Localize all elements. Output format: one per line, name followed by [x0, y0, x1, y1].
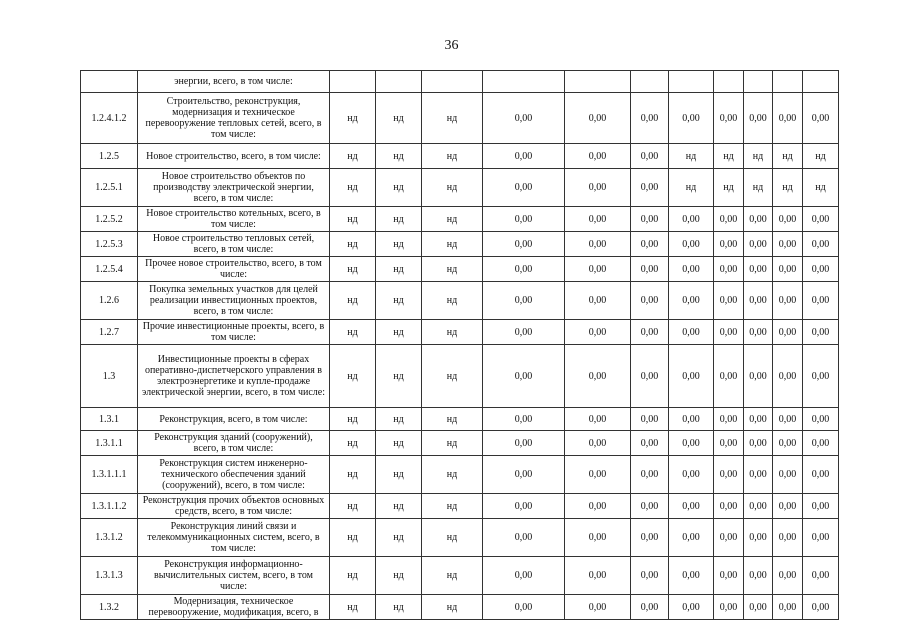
- row-code-cell: 1.2.7: [81, 320, 138, 345]
- value-cell: 0,00: [744, 232, 773, 257]
- row-code-cell: 1.2.5.2: [81, 207, 138, 232]
- value-cell: 0,00: [483, 456, 565, 494]
- value-cell: 0,00: [631, 456, 669, 494]
- value-cell: 0,00: [714, 557, 744, 595]
- value-cell: 0,00: [483, 431, 565, 456]
- value-cell: 0,00: [631, 232, 669, 257]
- value-cell: 0,00: [773, 232, 803, 257]
- value-cell: 0,00: [669, 207, 714, 232]
- value-cell: 0,00: [631, 557, 669, 595]
- value-cell: 0,00: [803, 232, 839, 257]
- value-cell: [330, 71, 376, 93]
- value-cell: 0,00: [565, 408, 631, 431]
- value-cell: 0,00: [714, 431, 744, 456]
- value-cell: 0,00: [483, 282, 565, 320]
- value-cell: нд: [803, 169, 839, 207]
- table-row: [81, 282, 839, 320]
- value-cell: 0,00: [773, 320, 803, 345]
- value-cell: 0,00: [565, 169, 631, 207]
- value-cell: нд: [330, 257, 376, 282]
- value-cell: 0,00: [631, 408, 669, 431]
- value-cell: 0,00: [744, 431, 773, 456]
- value-cell: 0,00: [565, 320, 631, 345]
- value-cell: 0,00: [803, 494, 839, 519]
- value-cell: нд: [376, 320, 422, 345]
- table-row: [81, 519, 839, 557]
- row-code-cell: 1.2.5: [81, 144, 138, 169]
- value-cell: 0,00: [714, 456, 744, 494]
- value-cell: 0,00: [631, 595, 669, 620]
- value-cell: 0,00: [744, 320, 773, 345]
- value-cell: 0,00: [803, 557, 839, 595]
- value-cell: 0,00: [631, 320, 669, 345]
- value-cell: 0,00: [744, 207, 773, 232]
- value-cell: 0,00: [773, 519, 803, 557]
- value-cell: 0,00: [483, 595, 565, 620]
- value-cell: 0,00: [631, 257, 669, 282]
- value-cell: 0,00: [803, 456, 839, 494]
- value-cell: 0,00: [773, 257, 803, 282]
- value-cell: 0,00: [803, 207, 839, 232]
- value-cell: нд: [330, 408, 376, 431]
- value-cell: нд: [376, 232, 422, 257]
- row-name-cell: Прочее новое строительство, всего, в том числе:: [138, 257, 330, 282]
- value-cell: 0,00: [483, 207, 565, 232]
- row-name-cell: Новое строительство тепловых сетей, всего, в том числе:: [138, 232, 330, 257]
- value-cell: нд: [376, 345, 422, 408]
- value-cell: 0,00: [669, 345, 714, 408]
- value-cell: 0,00: [744, 595, 773, 620]
- value-cell: [565, 71, 631, 93]
- value-cell: 0,00: [631, 494, 669, 519]
- value-cell: нд: [376, 93, 422, 144]
- value-cell: нд: [376, 595, 422, 620]
- value-cell: 0,00: [565, 207, 631, 232]
- table-row: [81, 232, 839, 257]
- value-cell: 0,00: [483, 519, 565, 557]
- value-cell: 0,00: [565, 345, 631, 408]
- value-cell: 0,00: [714, 595, 744, 620]
- value-cell: 0,00: [744, 408, 773, 431]
- value-cell: 0,00: [714, 408, 744, 431]
- value-cell: 0,00: [669, 456, 714, 494]
- value-cell: 0,00: [773, 456, 803, 494]
- value-cell: нд: [773, 144, 803, 169]
- value-cell: 0,00: [803, 595, 839, 620]
- value-cell: 0,00: [669, 519, 714, 557]
- value-cell: 0,00: [565, 494, 631, 519]
- value-cell: 0,00: [565, 456, 631, 494]
- value-cell: нд: [330, 345, 376, 408]
- value-cell: нд: [422, 408, 483, 431]
- value-cell: 0,00: [483, 320, 565, 345]
- value-cell: 0,00: [669, 595, 714, 620]
- value-cell: 0,00: [803, 320, 839, 345]
- value-cell: нд: [422, 144, 483, 169]
- value-cell: нд: [330, 144, 376, 169]
- value-cell: нд: [422, 169, 483, 207]
- investment-table: [80, 70, 839, 620]
- value-cell: 0,00: [565, 519, 631, 557]
- value-cell: 0,00: [773, 595, 803, 620]
- value-cell: нд: [422, 282, 483, 320]
- value-cell: нд: [422, 207, 483, 232]
- value-cell: 0,00: [631, 282, 669, 320]
- value-cell: 0,00: [773, 408, 803, 431]
- value-cell: нд: [376, 519, 422, 557]
- table-row: [81, 169, 839, 207]
- row-code-cell: 1.2.5.4: [81, 257, 138, 282]
- value-cell: 0,00: [803, 519, 839, 557]
- value-cell: 0,00: [773, 207, 803, 232]
- row-code-cell: 1.3.1.1: [81, 431, 138, 456]
- value-cell: [803, 71, 839, 93]
- row-name-cell: Реконструкция линий связи и телекоммуникационных систем, всего, в том числе:: [138, 519, 330, 557]
- value-cell: 0,00: [483, 345, 565, 408]
- value-cell: 0,00: [803, 408, 839, 431]
- value-cell: нд: [744, 144, 773, 169]
- value-cell: 0,00: [773, 93, 803, 144]
- table-row: [81, 408, 839, 431]
- value-cell: 0,00: [669, 282, 714, 320]
- value-cell: 0,00: [483, 408, 565, 431]
- value-cell: нд: [376, 557, 422, 595]
- row-code-cell: 1.3.1.2: [81, 519, 138, 557]
- value-cell: нд: [330, 232, 376, 257]
- value-cell: 0,00: [565, 431, 631, 456]
- value-cell: нд: [330, 595, 376, 620]
- value-cell: 0,00: [714, 345, 744, 408]
- value-cell: нд: [803, 144, 839, 169]
- row-code-cell: [81, 71, 138, 93]
- value-cell: 0,00: [565, 144, 631, 169]
- value-cell: 0,00: [744, 345, 773, 408]
- row-code-cell: 1.2.5.3: [81, 232, 138, 257]
- value-cell: 0,00: [669, 93, 714, 144]
- value-cell: нд: [422, 557, 483, 595]
- value-cell: [483, 71, 565, 93]
- value-cell: нд: [376, 282, 422, 320]
- value-cell: 0,00: [669, 232, 714, 257]
- value-cell: 0,00: [483, 144, 565, 169]
- value-cell: нд: [422, 345, 483, 408]
- value-cell: нд: [330, 282, 376, 320]
- value-cell: нд: [376, 408, 422, 431]
- value-cell: нд: [744, 169, 773, 207]
- value-cell: 0,00: [669, 494, 714, 519]
- value-cell: нд: [330, 456, 376, 494]
- row-name-cell: Прочие инвестиционные проекты, всего, в том числе:: [138, 320, 330, 345]
- value-cell: 0,00: [714, 257, 744, 282]
- value-cell: нд: [330, 169, 376, 207]
- value-cell: 0,00: [773, 494, 803, 519]
- value-cell: нд: [330, 494, 376, 519]
- value-cell: нд: [422, 232, 483, 257]
- row-code-cell: 1.3.1: [81, 408, 138, 431]
- value-cell: нд: [330, 207, 376, 232]
- value-cell: 0,00: [565, 232, 631, 257]
- value-cell: 0,00: [631, 169, 669, 207]
- value-cell: 0,00: [631, 431, 669, 456]
- value-cell: 0,00: [565, 93, 631, 144]
- page-number: 36: [444, 38, 459, 53]
- value-cell: нд: [422, 494, 483, 519]
- value-cell: 0,00: [773, 282, 803, 320]
- value-cell: нд: [422, 431, 483, 456]
- value-cell: нд: [422, 595, 483, 620]
- table-row: [81, 456, 839, 494]
- value-cell: 0,00: [773, 431, 803, 456]
- value-cell: нд: [669, 144, 714, 169]
- row-name-cell: Реконструкция зданий (сооружений), всего, в том числе:: [138, 431, 330, 456]
- value-cell: 0,00: [803, 431, 839, 456]
- value-cell: 0,00: [714, 494, 744, 519]
- table-row: [81, 345, 839, 408]
- value-cell: 0,00: [803, 93, 839, 144]
- value-cell: 0,00: [773, 345, 803, 408]
- value-cell: нд: [376, 431, 422, 456]
- value-cell: 0,00: [803, 345, 839, 408]
- value-cell: [376, 71, 422, 93]
- value-cell: 0,00: [631, 144, 669, 169]
- row-code-cell: 1.2.6: [81, 282, 138, 320]
- value-cell: 0,00: [565, 282, 631, 320]
- value-cell: 0,00: [483, 93, 565, 144]
- value-cell: нд: [376, 144, 422, 169]
- value-cell: нд: [422, 456, 483, 494]
- value-cell: нд: [330, 431, 376, 456]
- row-name-cell: Реконструкция систем инженерно-технического обеспечения зданий (сооружений), всего, в том числе:: [138, 456, 330, 494]
- value-cell: 0,00: [565, 595, 631, 620]
- value-cell: 0,00: [714, 519, 744, 557]
- value-cell: нд: [376, 456, 422, 494]
- value-cell: 0,00: [631, 207, 669, 232]
- value-cell: 0,00: [669, 557, 714, 595]
- row-code-cell: 1.3.1.1.2: [81, 494, 138, 519]
- table-row: [81, 494, 839, 519]
- value-cell: нд: [669, 169, 714, 207]
- value-cell: нд: [422, 519, 483, 557]
- value-cell: 0,00: [483, 494, 565, 519]
- value-cell: [631, 71, 669, 93]
- value-cell: [422, 71, 483, 93]
- value-cell: 0,00: [669, 431, 714, 456]
- value-cell: 0,00: [744, 456, 773, 494]
- table-row: [81, 257, 839, 282]
- value-cell: 0,00: [744, 257, 773, 282]
- table-row: [81, 557, 839, 595]
- value-cell: нд: [330, 519, 376, 557]
- value-cell: 0,00: [803, 282, 839, 320]
- value-cell: нд: [714, 144, 744, 169]
- table-row: [81, 595, 839, 620]
- row-code-cell: 1.3.2: [81, 595, 138, 620]
- value-cell: нд: [330, 320, 376, 345]
- row-name-cell: Новое строительство объектов по производству электрической энергии, всего, в том числе:: [138, 169, 330, 207]
- value-cell: 0,00: [565, 557, 631, 595]
- value-cell: 0,00: [631, 519, 669, 557]
- row-name-cell: Реконструкция, всего, в том числе:: [138, 408, 330, 431]
- value-cell: нд: [330, 93, 376, 144]
- value-cell: нд: [422, 93, 483, 144]
- value-cell: [773, 71, 803, 93]
- row-name-cell: Строительство, реконструкция, модернизация и техническое перевооружение тепловых сетей, всего, в том числе:: [138, 93, 330, 144]
- value-cell: 0,00: [631, 345, 669, 408]
- table-row: [81, 431, 839, 456]
- row-name-cell: Покупка земельных участков для целей реализации инвестиционных проектов, всего, в том числе:: [138, 282, 330, 320]
- value-cell: 0,00: [483, 257, 565, 282]
- table-row: [81, 144, 839, 169]
- table-row: [81, 93, 839, 144]
- table-row: [81, 71, 839, 93]
- table-row: [81, 320, 839, 345]
- value-cell: нд: [330, 557, 376, 595]
- value-cell: 0,00: [714, 93, 744, 144]
- value-cell: нд: [376, 207, 422, 232]
- value-cell: нд: [376, 257, 422, 282]
- value-cell: 0,00: [744, 494, 773, 519]
- row-name-cell: Инвестиционные проекты в сферах оперативно-диспетчерского управления в электроэнергетике и купле-продаже электрической энергии, всего, в том числе:: [138, 345, 330, 408]
- value-cell: нд: [773, 169, 803, 207]
- value-cell: [744, 71, 773, 93]
- value-cell: 0,00: [483, 232, 565, 257]
- row-name-cell: Новое строительство котельных, всего, в том числе:: [138, 207, 330, 232]
- value-cell: 0,00: [565, 257, 631, 282]
- value-cell: нд: [422, 257, 483, 282]
- value-cell: 0,00: [669, 257, 714, 282]
- value-cell: 0,00: [483, 557, 565, 595]
- row-code-cell: 1.3.1.1.1: [81, 456, 138, 494]
- value-cell: 0,00: [744, 93, 773, 144]
- value-cell: 0,00: [714, 232, 744, 257]
- value-cell: [714, 71, 744, 93]
- row-code-cell: 1.3.1.3: [81, 557, 138, 595]
- row-code-cell: 1.2.5.1: [81, 169, 138, 207]
- value-cell: 0,00: [714, 320, 744, 345]
- row-name-cell: Модернизация, техническое перевооружение, модификация, всего, в: [138, 595, 330, 620]
- value-cell: нд: [714, 169, 744, 207]
- value-cell: 0,00: [669, 408, 714, 431]
- value-cell: 0,00: [744, 557, 773, 595]
- value-cell: 0,00: [483, 169, 565, 207]
- value-cell: 0,00: [669, 320, 714, 345]
- value-cell: нд: [376, 494, 422, 519]
- value-cell: нд: [376, 169, 422, 207]
- value-cell: нд: [422, 320, 483, 345]
- row-code-cell: 1.2.4.1.2: [81, 93, 138, 144]
- value-cell: 0,00: [744, 282, 773, 320]
- value-cell: 0,00: [631, 93, 669, 144]
- row-name-cell: Новое строительство, всего, в том числе:: [138, 144, 330, 169]
- value-cell: 0,00: [744, 519, 773, 557]
- value-cell: 0,00: [714, 207, 744, 232]
- value-cell: 0,00: [773, 557, 803, 595]
- value-cell: [669, 71, 714, 93]
- row-code-cell: 1.3: [81, 345, 138, 408]
- table-row: [81, 207, 839, 232]
- row-name-cell: Реконструкция прочих объектов основных средств, всего, в том числе:: [138, 494, 330, 519]
- row-name-cell: энергии, всего, в том числе:: [138, 71, 330, 93]
- row-name-cell: Реконструкция информационно-вычислительных систем, всего, в том числе:: [138, 557, 330, 595]
- value-cell: 0,00: [803, 257, 839, 282]
- value-cell: 0,00: [714, 282, 744, 320]
